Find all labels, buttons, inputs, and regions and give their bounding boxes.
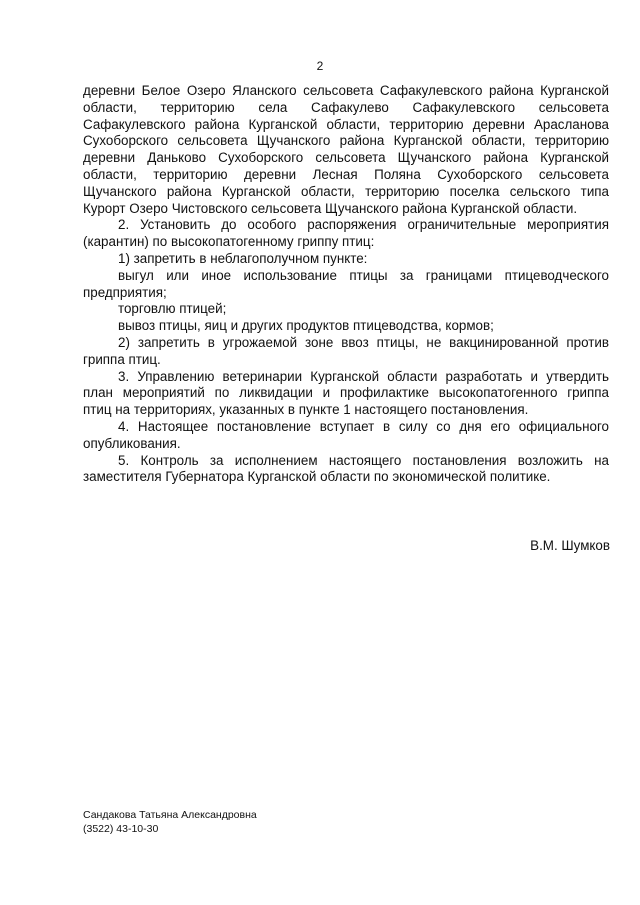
body-line: гриппа птиц.: [83, 351, 161, 367]
body-line: 2. Установить до особого распоряжения ограничительные мероприятия: [118, 217, 609, 233]
body-line: Сафакулевского района Курганской области, территорию деревни Арасланова: [83, 116, 609, 132]
body-line: Курорт Озеро Чистовского сельсовета Щучанского района Курганской области.: [83, 200, 578, 216]
body-line: предприятия;: [83, 284, 167, 300]
body-line: вывоз птицы, яиц и других продуктов птицеводства, кормов;: [118, 318, 494, 334]
body-line: 4. Настоящее постановление вступает в силу со дня его официального: [118, 418, 609, 434]
contact-phone: (3522) 43-10-30: [83, 823, 159, 835]
body-line: (карантин) по высокопатогенному гриппу птиц:: [83, 234, 375, 250]
contact-block: [83, 808, 257, 836]
body-line: план мероприятий по ликвидации и профилактике высокопатогенного гриппа: [83, 385, 609, 401]
body-line: выгул или иное использование птицы за границами птицеводческого: [118, 267, 609, 283]
body-line: области, территорию села Сафакулево Сафакулевского сельсовета: [83, 99, 609, 115]
body-line: птиц на территориях, указанных в пункте 1 настоящего постановления.: [83, 402, 529, 418]
body-line: деревни Даньково Сухоборского сельсовета Щучанского района Курганской: [83, 150, 609, 166]
signature-name: В.М. Шумков: [530, 538, 610, 553]
body-line: 1) запретить в неблагополучном пункте:: [118, 250, 368, 266]
body-line: 2) запретить в угрожаемой зоне ввоз птицы, не вакцинированной против: [118, 334, 609, 350]
body-line: деревни Белое Озеро Яланского сельсовета Сафакулевского района Курганской: [83, 83, 609, 98]
page-number: 2: [316, 59, 324, 73]
body-line: области, территорию деревни Лесная Поляна Сухоборского сельсовета: [83, 166, 609, 182]
body-line: опубликования.: [83, 435, 181, 451]
body-line: торговлю птицей;: [118, 301, 227, 317]
body-line: Щучанского района Курганской области, территорию поселка сельского типа: [83, 183, 609, 199]
document-body: [83, 83, 609, 486]
body-line: Сухоборского сельсовета Щучанского района Курганской области, территорию: [83, 133, 609, 149]
body-line: 3. Управлению ветеринарии Курганской области разработать и утвердить: [118, 368, 609, 384]
body-line: заместителя Губернатора Курганской области по экономической политике.: [83, 469, 551, 485]
contact-name: Сандакова Татьяна Александровна: [83, 809, 257, 821]
body-line: 5. Контроль за исполнением настоящего постановления возложить на: [118, 452, 609, 468]
